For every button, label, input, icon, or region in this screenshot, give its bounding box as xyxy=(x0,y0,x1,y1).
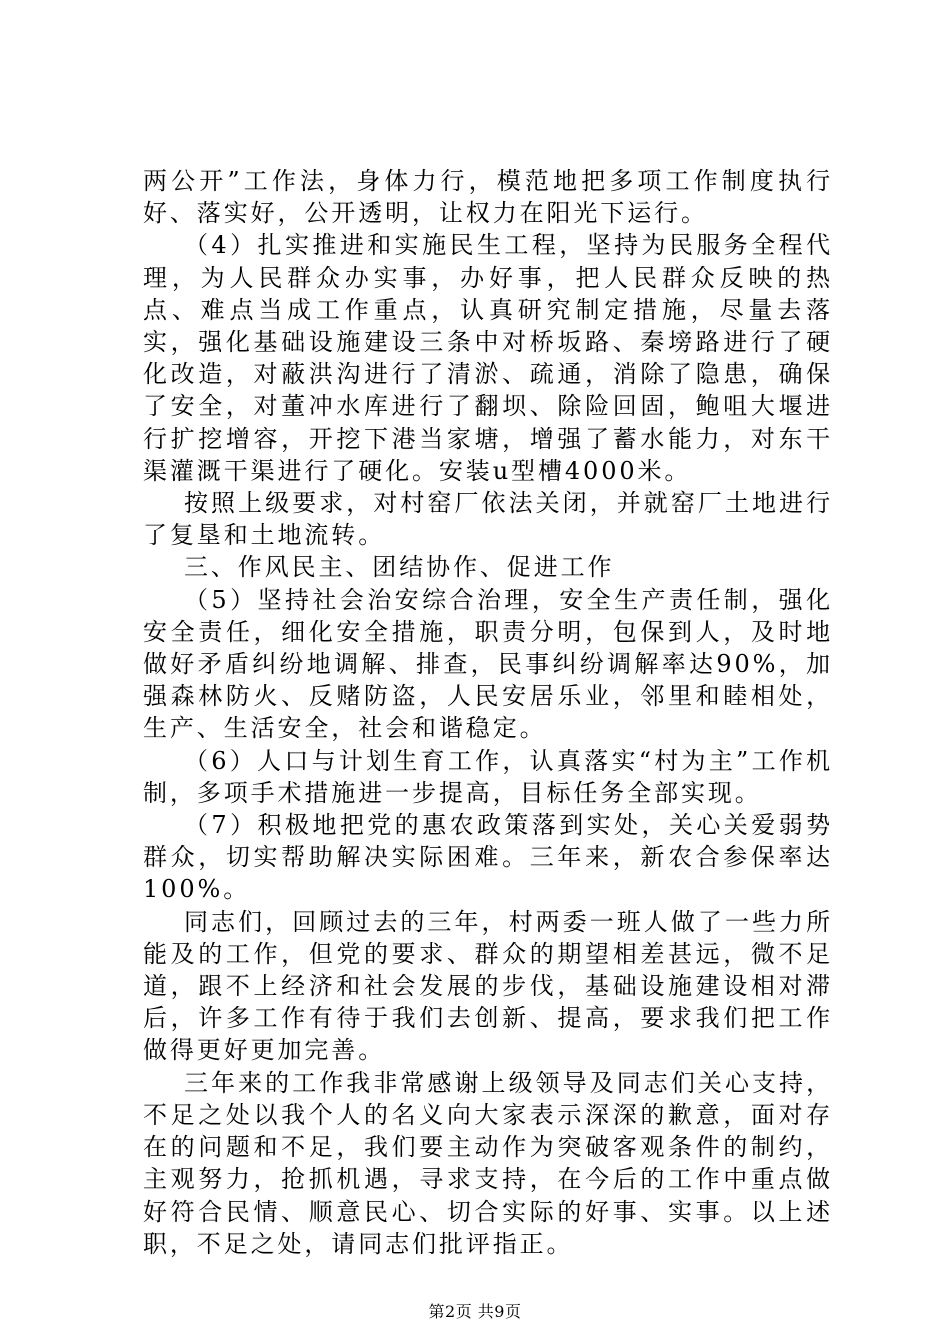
section-heading-3: 三、作风民主、团结协作、促进工作 xyxy=(184,553,615,582)
paragraph-continuation: 两公开”工作法，身体力行，模范地把多项工作制度执行好、落实好，公开透明，让权力在阳光下运行。 xyxy=(143,167,833,228)
paragraph-kiln-closure: 按照上级要求，对村窑厂依法关闭，并就窑厂土地进行了复垦和土地流转。 xyxy=(143,489,833,550)
paragraph-closing: 三年来的工作我非常感谢上级领导及同志们关心支持，不足之处以我个人的名义向大家表示深深的歉意，面对存在的问题和不足，我们要主动作为突破客观条件的制约，主观努力，抢抓机遇，寻求支持，在今后的工作中重点做好符合民情、顺意民心、切合实际的好事、实事。以上述职，不足之处，请同志们批评指正。 xyxy=(143,1068,833,1258)
paragraph-item-4: （4）扎实推进和实施民生工程，坚持为民服务全程代理，为人民群众办实事，办好事，把人民群众反映的热点、难点当成工作重点，认真研究制定措施，尽量去落实，强化基础设施建设三条中对桥坂路、秦塝路进行了硬化改造，对蔽洪沟进行了清淤、疏通，消除了隐患，确保了安全，对董冲水库进行了翻坝、除险回固，鲍咀大堰进行扩挖增容，开挖下港当家塘，增强了蓄水能力，对东干渠灌溉干渠进行了硬化。安装u型槽4000米。 xyxy=(143,231,833,485)
paragraph-item-6: （6）人口与计划生育工作，认真落实“村为主”工作机制，多项手术措施进一步提高，目标任务全部实现。 xyxy=(143,746,833,807)
paragraph-item-7: （7）积极地把党的惠农政策落到实处，关心关爱弱势群众，切实帮助解决实际困难。三年来，新农合参保率达100%。 xyxy=(143,811,833,904)
page-number-footer: 第2页 共9页 xyxy=(428,1302,522,1321)
paragraph-review: 同志们，回顾过去的三年，村两委一班人做了一些力所能及的工作，但党的要求、群众的期望相差甚远，微不足道，跟不上经济和社会发展的步伐，基础设施建设相对滞后，许多工作有待于我们去创新、提高，要求我们把工作做得更好更加完善。 xyxy=(143,907,833,1065)
document-body xyxy=(143,165,833,1260)
paragraph-item-5: （5）坚持社会治安综合治理，安全生产责任制，强化安全责任，细化安全措施，职责分明，包保到人，及时地做好矛盾纠纷地调解、排查，民事纠纷调解率达90%，加强森林防火、反赌防盗，人民安居乐业，邻里和睦相处，生产、生活安全，社会和谐稳定。 xyxy=(143,585,833,743)
